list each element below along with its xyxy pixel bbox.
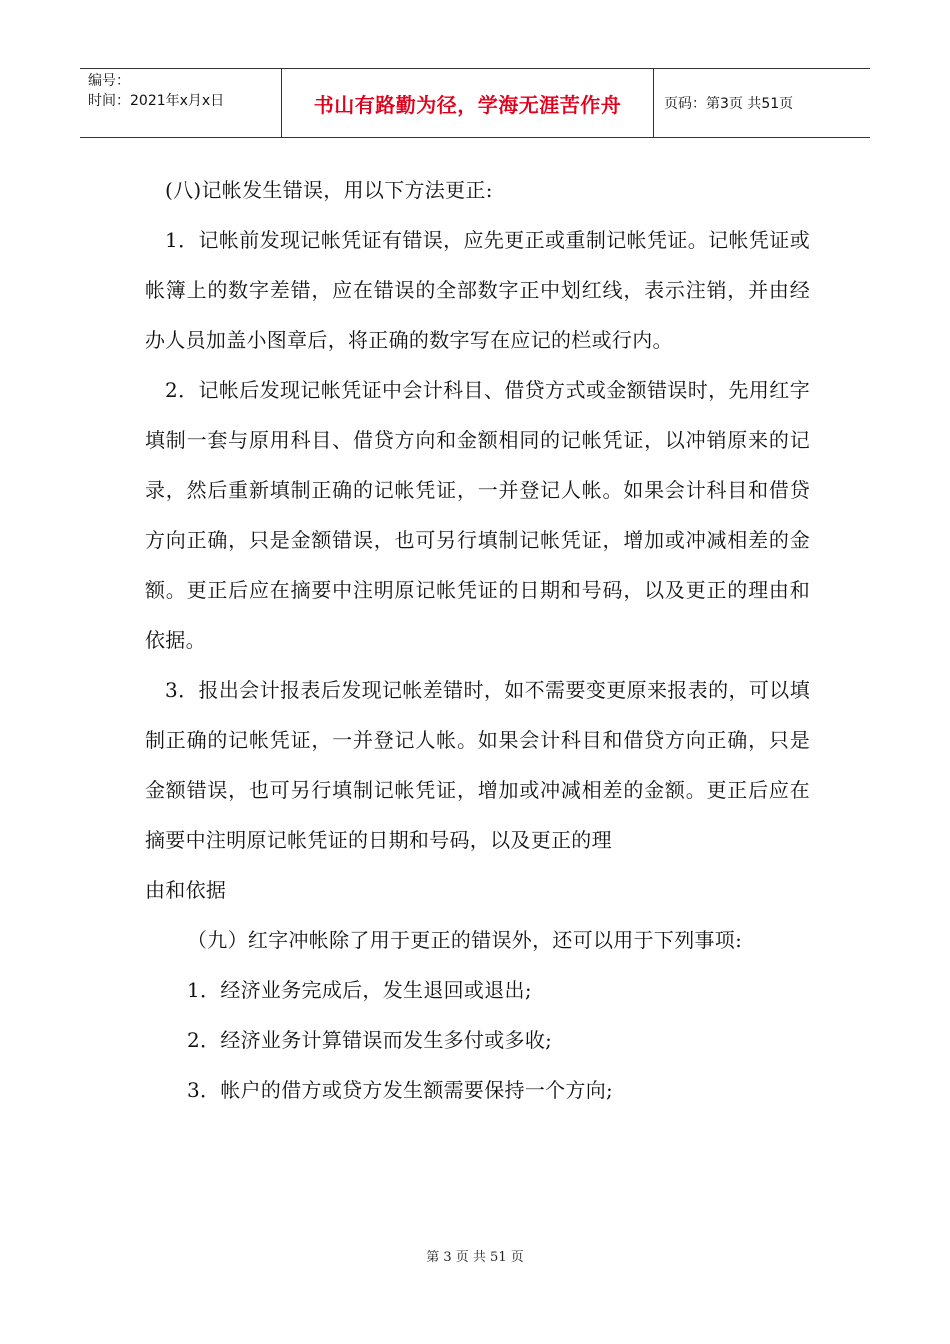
paragraph-item-2: 2．记帐后发现记帐凭证中会计科目、借贷方式或金额错误时，先用红字填制一套与原用科目、借贷方向和金额相同的记帐凭证，以冲销原来的记录，然后重新填制正确的记帐凭证，一并登记人帐。如果会计科目和借贷方向正确，只是金额错误，也可另行填制记帐凭证，增加或冲减相差的金额。更正后应在摘要中注明原记帐凭证的日期和号码，以及更正的理由和依据。: [145, 378, 810, 652]
list-item-1: 1．经济业务完成后，发生退回或退出;: [187, 978, 532, 1002]
paragraph-continuation: 由和依据: [145, 878, 227, 902]
paragraph-item-1: 1．记帐前发现记帐凭证有错误，应先更正或重制记帐凭证。记帐凭证或帐簿上的数字差错，应在错误的全部数字正中划红线，表示注销，并由经办人员加盖小图章后，将正确的数字写在应记的栏或行内。: [145, 228, 810, 352]
page-header: [80, 68, 870, 138]
header-motto: 书山有路勤为径，学海无涯苦作舟: [282, 69, 654, 137]
list-item-2: 2．经济业务计算错误而发生多付或多收;: [187, 1028, 553, 1052]
page-footer: 第 3 页 共 51 页: [426, 1250, 524, 1265]
document-time: 时间：2021年x月x日: [88, 93, 225, 109]
header-page-info: 页码：第3页 共51页: [664, 96, 794, 112]
document-number-label: 编号：: [88, 73, 130, 89]
section-nine-heading: （九）红字冲帐除了用于更正的错误外，还可以用于下列事项:: [187, 928, 743, 952]
list-item-3: 3．帐户的借方或贷方发生额需要保持一个方向;: [187, 1078, 614, 1102]
document-body: [145, 165, 810, 1115]
header-meta: [80, 69, 282, 137]
paragraph-item-3: 3．报出会计报表后发现记帐差错时，如不需要变更原来报表的，可以填制正确的记帐凭证，一并登记人帐。如果会计科目和借贷方向正确，只是金额错误，也可另行填制记帐凭证，增加或冲减相差的金额。更正后应在摘要中注明原记帐凭证的日期和号码，以及更正的理: [145, 678, 810, 852]
section-eight-heading: (八)记帐发生错误，用以下方法更正:: [165, 178, 493, 202]
